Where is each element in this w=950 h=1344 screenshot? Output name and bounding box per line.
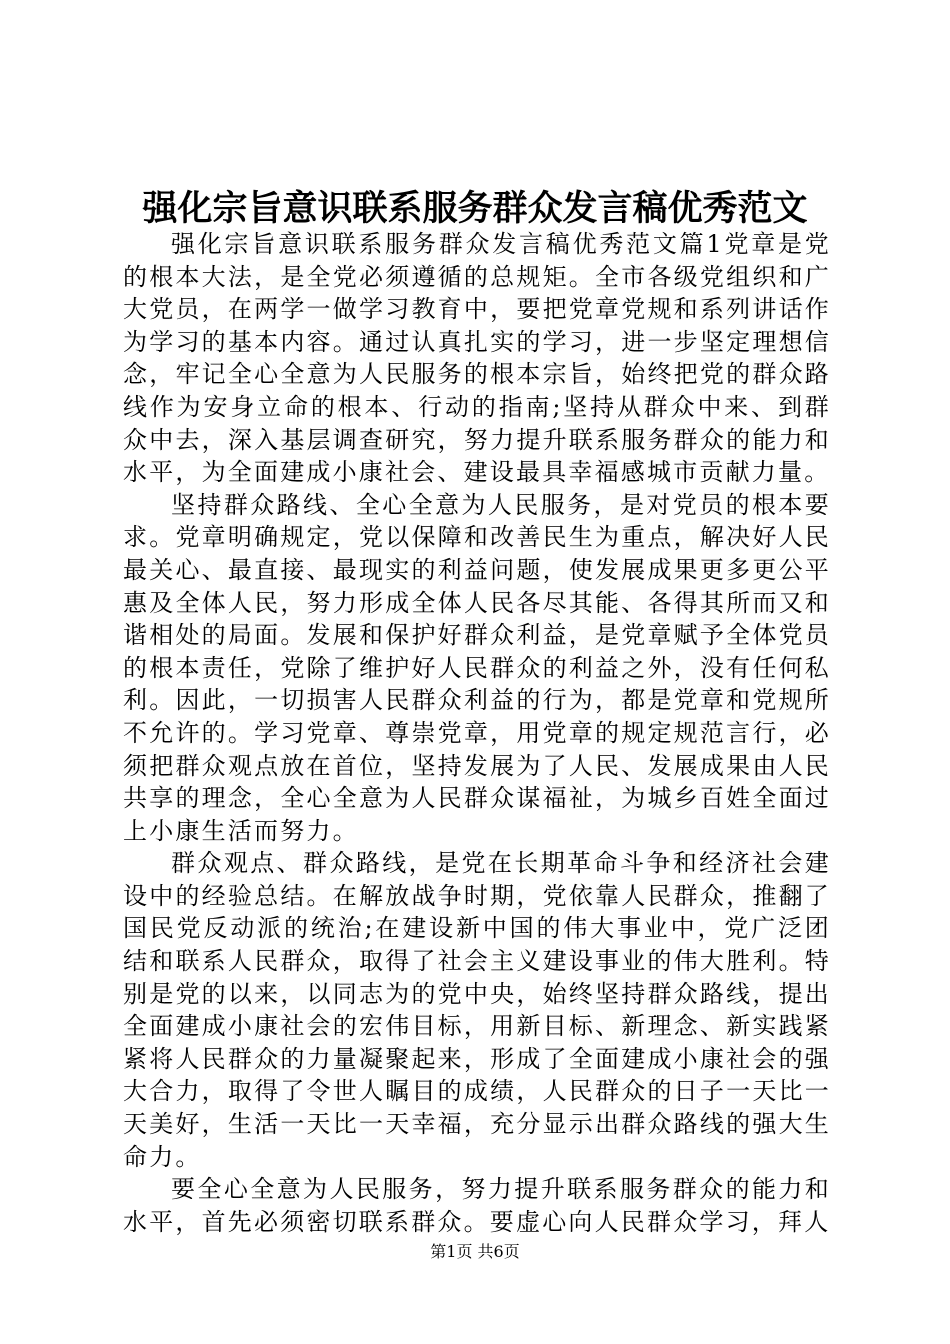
paragraph-1: 强化宗旨意识联系服务群众发言稿优秀范文篇1党章是党的根本大法，是全党必须遵循的总规矩。全市各级党组织和广大党员，在两学一做学习教育中，要把党章党规和系列讲话作为学习的基本内容。通过认真扎实的学习，进一步坚定理想信念，牢记全心全意为人民服务的根本宗旨，始终把党的群众路线作为安身立命的根本、行动的指南;坚持从群众中来、到群众中去，深入基层调查研究，努力提升联系服务群众的能力和水平，为全面建成小康社会、建设最具幸福感城市贡献力量。 (123, 230, 831, 487)
document-body (123, 228, 831, 1238)
paragraph-4: 要全心全意为人民服务，努力提升联系服务群众的能力和水平，首先必须密切联系群众。要虚心向人民群众学习，拜人 (123, 1175, 831, 1236)
document-title: 强化宗旨意识联系服务群众发言稿优秀范文 (142, 188, 808, 229)
paragraph-3: 群众观点、群众路线，是党在长期革命斗争和经济社会建设中的经验总结。在解放战争时期，党依靠人民群众，推翻了国民党反动派的统治;在建设新中国的伟大事业中，党广泛团结和联系人民群众，取得了社会主义建设事业的伟大胜利。特别是党的以来，以同志为的党中央，始终坚持群众路线，提出全面建成小康社会的宏伟目标，用新目标、新理念、新实践紧紧将人民群众的力量凝聚起来，形成了全面建成小康社会的强大合力，取得了令世人瞩目的成绩，人民群众的日子一天比一天美好，生活一天比一天幸福，充分显示出群众路线的强大生命力。 (123, 849, 831, 1171)
paragraph-2: 坚持群众路线、全心全意为人民服务，是对党员的根本要求。党章明确规定，党以保障和改善民生为重点，解决好人民最关心、最直接、最现实的利益问题，使发展成果更多更公平惠及全体人民，努力形成全体人民各尽其能、各得其所而又和谐相处的局面。发展和保护好群众利益，是党章赋予全体党员的根本责任，党除了维护好人民群众的利益之外，没有任何私利。因此，一切损害人民群众利益的行为，都是党章和党规所不允许的。学习党章、尊崇党章，用党章的规定规范言行，必须把群众观点放在首位，坚持发展为了人民、发展成果由人民共享的理念，全心全意为人民群众谋福祉，为城乡百姓全面过上小康生活而努力。 (123, 490, 831, 845)
page-footer: 第1页 共6页 (430, 1242, 520, 1261)
